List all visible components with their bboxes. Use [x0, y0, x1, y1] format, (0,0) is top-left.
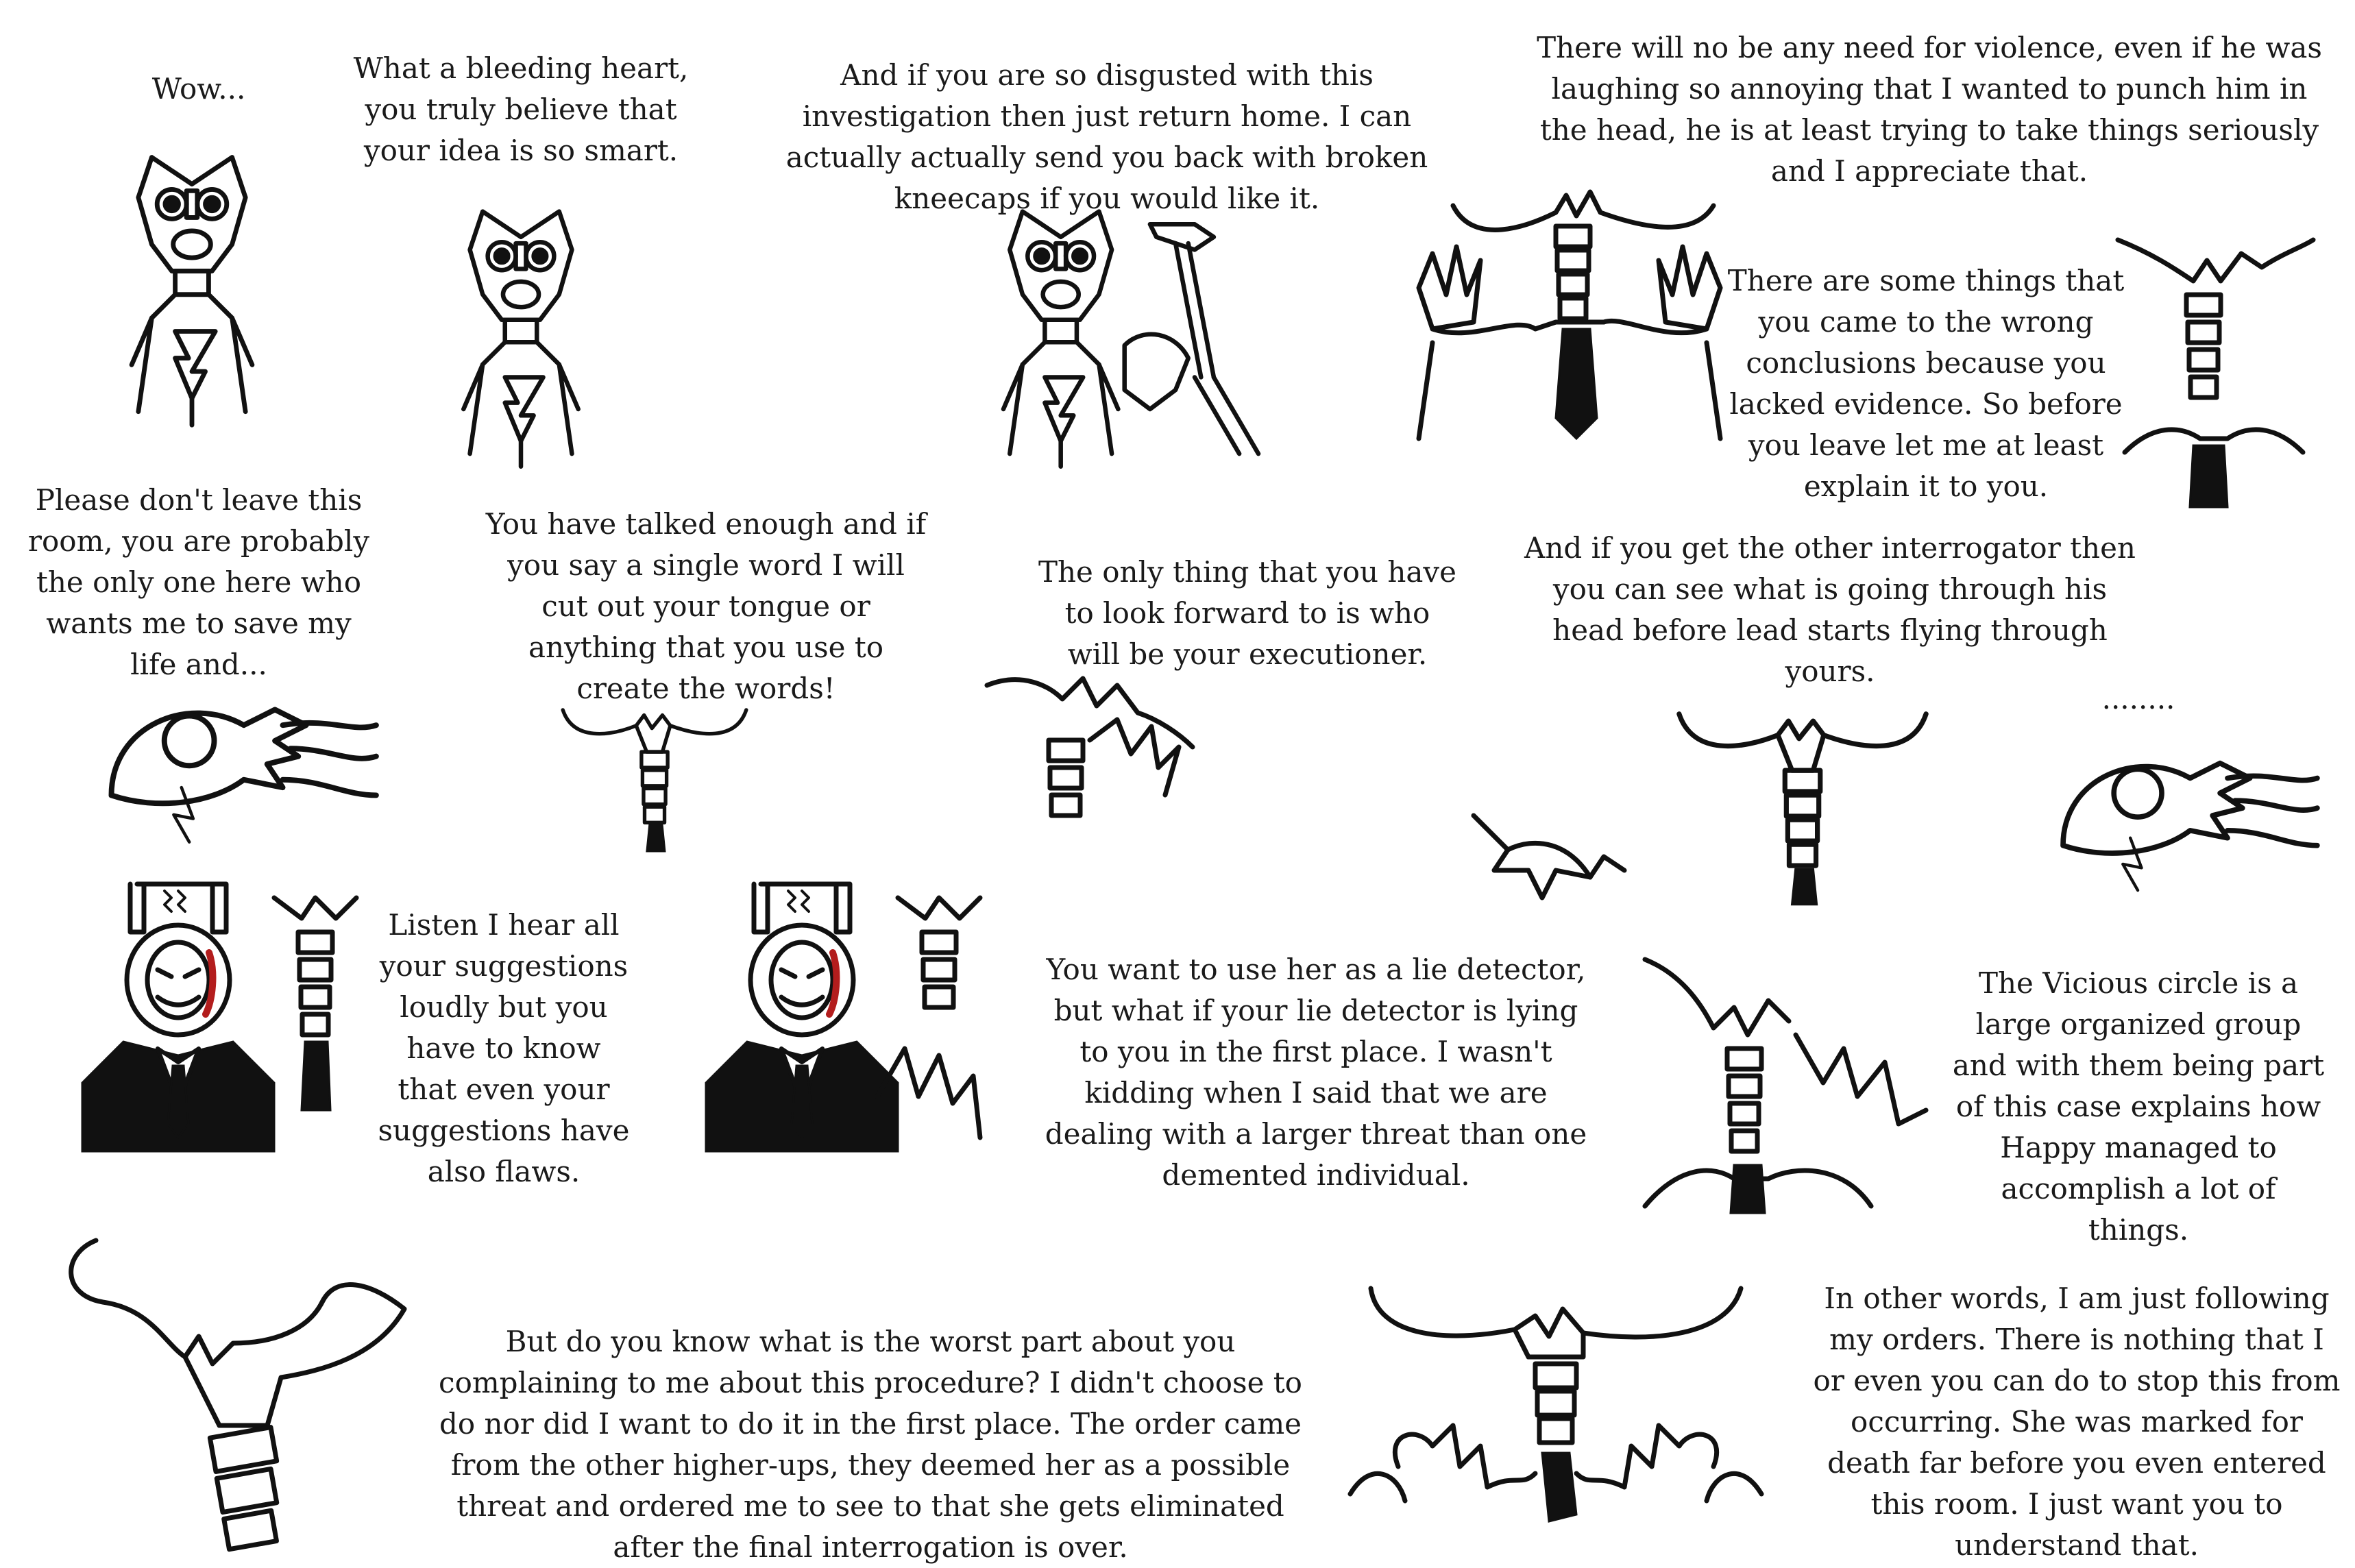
caption-lie-detector: You want to use her as a lie detector, but what if your lie detector is lying to you in the first place. I wasn't kidding when I said that we are dealing with a larger threat than one demented individual.: [1045, 953, 1587, 1192]
caption-talked-enough: You have talked enough and if you say a single word I will cut out your tongue or anything that you use to create the words!: [485, 507, 927, 705]
horned-character-profile: [1638, 946, 1940, 1220]
claw-hand-figure: [1467, 788, 1631, 911]
caption-vicious-circle: The Vicious circle is a large organized group and with them being part of this case explains how Happy managed to accomplish a lot of things.: [1952, 966, 2325, 1247]
horned-character-side-view: [980, 658, 1199, 836]
caption-ellipsis: ........: [2101, 682, 2175, 715]
horned-character-figure: [1659, 672, 1947, 911]
suited-character-and-horned-figure: [706, 877, 1001, 1151]
skull-character-figure: [2036, 733, 2337, 898]
caption-suggestions-flaws: Listen I hear all your suggestions loudly but you have to know that even your suggestions have also flaws.: [378, 908, 630, 1188]
caption-please-dont-leave: Please don't leave this room, you are probably the only one here who wants me to save my life and...: [27, 483, 370, 681]
caption-executioner: The only thing that you have to look forward to is who will be your executioner.: [1038, 555, 1457, 671]
horned-character-large-horn: [48, 1220, 418, 1549]
masked-character-figure: [110, 144, 274, 432]
caption-wow: Wow...: [151, 72, 246, 106]
suited-character-and-horned-figure: [82, 877, 377, 1151]
horned-character-claws-raised: [1391, 151, 1748, 473]
masked-character-figure: [439, 199, 603, 473]
skull-character-figure: [89, 678, 391, 850]
caption-worst-part: But do you know what is the worst part about you complaining to me about this procedure? I didn't choose to do nor did I want to do it in the first place. The order came from the other higher-ups, they deemed her as a possible threat and ordered me to see to that she gets eliminated after the final interrogation is over.: [439, 1325, 1302, 1564]
caption-no-need-for-violence: There will no be any need for violence, even if he was laughing so annoying that I wanted to punch him in the head, he is at least trying to take things seriously and I appreciate that.: [1537, 31, 2322, 188]
horned-character-with-claws: [1343, 1268, 1768, 1542]
caption-broken-kneecaps: And if you are so disgusted with this investigation then just return home. I can actually actually send you back with broken kneecaps if you would like it.: [785, 58, 1428, 215]
caption-other-interrogator: And if you get the other interrogator then you can see what is going through his head before lead starts flying through yours.: [1524, 531, 2136, 688]
masked-character-with-hammer: [973, 199, 1289, 473]
caption-bleeding-heart: What a bleeding heart, you truly believe that your idea is so smart.: [353, 51, 689, 167]
horned-character-profile: [2111, 226, 2317, 521]
caption-wrong-conclusions: There are some things that you came to the wrong conclusions because you lacked evidence. So before you leave let me at least explain it to you.: [1727, 264, 2125, 503]
horned-character-figure: [521, 678, 788, 857]
caption-following-orders: In other words, I am just following my orders. There is nothing that I or even you can do to stop this from occurring. She was marked for death far before you even entered this room. I just want you to understand that.: [1813, 1282, 2341, 1562]
